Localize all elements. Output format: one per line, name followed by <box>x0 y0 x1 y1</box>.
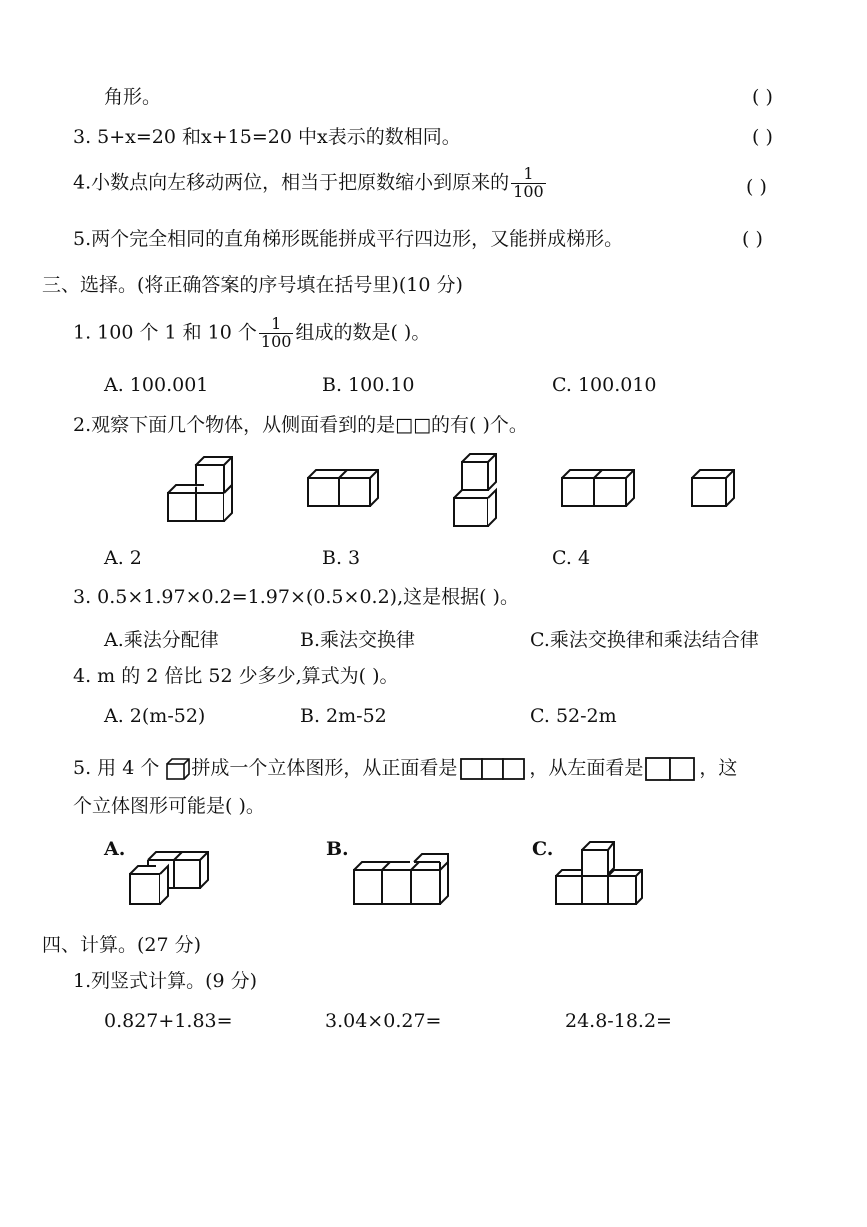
calc-expr-3: 24.8-18.2= <box>565 1010 672 1032</box>
p3-q3-option-a[interactable]: A.乘法分配律 <box>104 629 219 651</box>
front-view-icon <box>457 756 529 782</box>
p3-q4-option-b[interactable]: B. 2m-52 <box>300 705 387 727</box>
q4-fraction <box>511 166 546 201</box>
p3-q1 <box>73 316 430 351</box>
p3-q2: 2.观察下面几个物体，从侧面看到的是□□的有( )个。 <box>73 414 528 436</box>
q2-figure-5 <box>688 466 748 526</box>
q5-statement: 5.两个完全相同的直角梯形既能拼成平行四边形，又能拼成梯形。 <box>73 228 624 250</box>
small-cube-icon <box>165 757 191 781</box>
section-4-heading: 四、计算。(27 分) <box>42 934 202 956</box>
p3-q4: 4. m 的 2 倍比 52 少多少,算式为( )。 <box>73 665 399 687</box>
answer-paren-q3[interactable]: ( ) <box>752 126 773 148</box>
p3-q5-a: 5. 用 4 个 <box>73 757 160 779</box>
calc-expr-2: 3.04×0.27= <box>325 1010 442 1032</box>
answer-paren-q4[interactable]: ( ) <box>746 176 767 198</box>
p3-q1-frac-num: 1 <box>271 314 282 333</box>
p3-q1-a: 1. 100 个 1 和 10 个 <box>73 321 257 344</box>
p3-q2-option-a[interactable]: A. 2 <box>104 547 142 569</box>
calc-expr-1: 0.827+1.83= <box>104 1010 233 1032</box>
q4-frac-num: 1 <box>523 164 534 183</box>
q2-figure-3 <box>450 452 510 532</box>
p3-q3: 3. 0.5×1.97×0.2=1.97×(0.5×0.2),这是根据( )。 <box>73 586 519 608</box>
p3-q3-option-b[interactable]: B.乘法交换律 <box>300 629 416 651</box>
q4-frac-den: 100 <box>513 181 544 201</box>
p3-q4-option-c[interactable]: C. 52-2m <box>530 705 617 727</box>
q3-statement: 3. 5+x=20 和x+15=20 中x表示的数相同。 <box>73 126 461 148</box>
p3-q5-d: ，这 <box>699 757 738 779</box>
answer-paren-q2[interactable]: ( ) <box>752 86 773 108</box>
left-view-icon <box>643 754 699 784</box>
p3-q5-label-a[interactable]: A. <box>104 838 126 860</box>
p3-q5-label-c[interactable]: C. <box>532 838 554 860</box>
q5-option-b-figure <box>350 852 460 912</box>
q2-figure-2 <box>304 466 394 526</box>
p3-q1-fraction <box>259 316 294 351</box>
p3-q5-label-b[interactable]: B. <box>326 838 349 860</box>
q4-text: 4.小数点向左移动两位，相当于把原数缩小到原来的 <box>73 171 510 194</box>
p3-q4-option-a[interactable]: A. 2(m-52) <box>104 705 206 727</box>
p3-q1-b: 组成的数是( )。 <box>295 321 431 344</box>
q2-figure-1 <box>164 455 264 535</box>
p3-q2-option-b[interactable]: B. 3 <box>322 547 361 569</box>
p3-q5-c: ，从左面看是 <box>529 757 644 779</box>
p3-q5-b: 拼成一个立体图形，从正面看是 <box>191 757 458 779</box>
p3-q1-frac-den: 100 <box>260 331 292 351</box>
q5-option-c-figure <box>552 840 652 910</box>
p3-q3-option-c[interactable]: C.乘法交换律和乘法结合律 <box>530 629 759 651</box>
p4-sub1: 1.列竖式计算。(9 分) <box>73 970 258 992</box>
q4-statement <box>73 166 548 201</box>
p3-q1-option-a[interactable]: A. 100.001 <box>104 374 209 396</box>
p3-q2-option-c[interactable]: C. 4 <box>552 547 591 569</box>
answer-paren-q5[interactable]: ( ) <box>742 228 763 250</box>
p3-q1-option-c[interactable]: C. 100.010 <box>552 374 657 396</box>
q5-option-a-figure <box>126 850 216 910</box>
q2-figure-4 <box>558 466 648 526</box>
p3-q5 <box>73 754 737 784</box>
p3-q5-line2: 个立体图形可能是( )。 <box>73 795 265 817</box>
p3-q1-option-b[interactable]: B. 100.10 <box>322 374 415 396</box>
section-3-heading: 三、选择。(将正确答案的序号填在括号里)(10 分) <box>42 274 463 296</box>
q2-tail: 角形。 <box>104 86 162 108</box>
